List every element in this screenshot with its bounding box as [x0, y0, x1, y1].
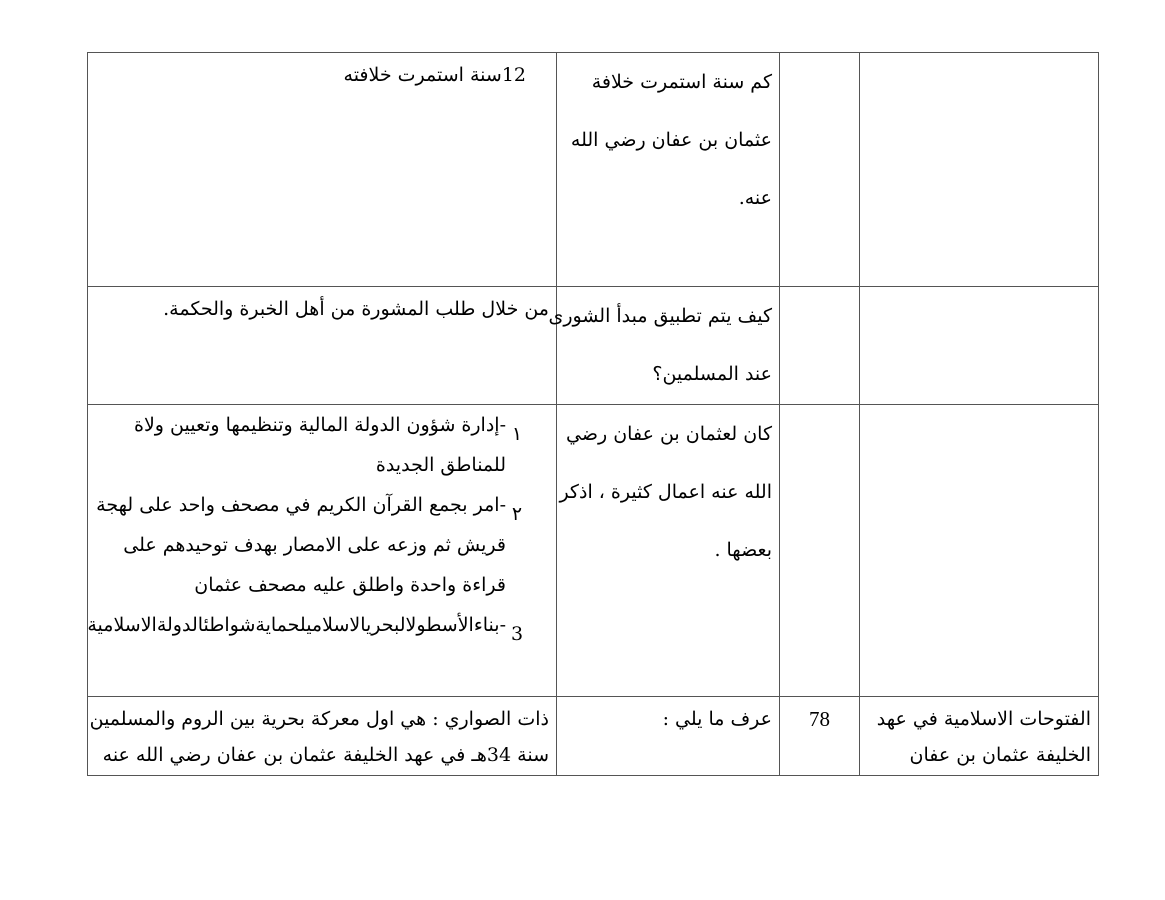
answer-line: سنة 34هـ في عهد الخليفة عثمان بن عفان رضي الله عنه	[102, 744, 549, 766]
table-row	[88, 405, 1099, 697]
answer-line: من خلال طلب المشورة من أهل الخبرة والحكمة.	[163, 298, 549, 320]
question-line: كم سنة استمرت خلافة	[591, 71, 772, 93]
lesson-cell	[860, 405, 1099, 697]
answer-line: 12سنة استمرت خلافته	[343, 64, 526, 86]
lesson-cell	[860, 287, 1099, 405]
answer-line: -إدارة شؤون الدولة المالية وتنظيمها وتعيين ولاة	[134, 414, 506, 436]
lesson-title-line: الخليفة عثمان بن عفان	[909, 744, 1091, 766]
page-number	[780, 53, 859, 57]
list-marker: ١	[511, 423, 523, 445]
page-number-cell	[780, 53, 860, 287]
page-number: 78	[809, 707, 830, 731]
page-number-cell	[780, 697, 860, 776]
list-marker: ٢	[511, 503, 523, 525]
answer-cell	[88, 697, 557, 776]
question-cell	[557, 405, 780, 697]
question-line: كان لعثمان بن عفان رضي	[566, 423, 772, 445]
question-line: عنه.	[738, 187, 772, 209]
page-number-cell	[780, 287, 860, 405]
question-line: بعضها .	[714, 539, 772, 561]
page-number	[780, 287, 859, 291]
question-line: عند المسلمين؟	[652, 363, 772, 385]
list-marker: 3	[510, 623, 524, 645]
answer-line: -امر بجمع القرآن الكريم في مصحف واحد على لهجة	[96, 494, 506, 516]
page-number-cell	[780, 405, 860, 697]
lesson-cell	[860, 697, 1099, 776]
question-cell	[557, 53, 780, 287]
answer-list-item	[98, 485, 526, 605]
answer-line: ذات الصواري : هي اول معركة بحرية بين الروم والمسلمين	[89, 708, 549, 730]
answer-list-item	[98, 405, 526, 485]
page-number	[780, 405, 859, 409]
answer-list-item	[87, 605, 526, 645]
question-line: عثمان بن عفان رضي الله	[570, 129, 772, 151]
answer-line: للمناطق الجديدة	[375, 454, 506, 476]
question-line: كيف يتم تطبيق مبدأ الشورى	[548, 305, 772, 327]
lesson-cell	[860, 53, 1099, 287]
answer-cell	[88, 405, 557, 697]
question-line: الله عنه اعمال كثيرة ، اذكر	[559, 481, 772, 503]
answer-line: قراءة واحدة واطلق عليه مصحف عثمان	[194, 574, 506, 596]
answer-line: -بناءالأسطولالبحريالاسلاميلحمايةشواطئالدولةالاسلامية	[87, 614, 506, 636]
question-line: عرف ما يلي :	[662, 708, 772, 730]
answer-line: قريش ثم وزعه على الامصار بهدف توحيدهم على	[123, 534, 506, 556]
table-row	[88, 287, 1099, 405]
answer-cell	[88, 53, 557, 287]
table-row	[88, 697, 1099, 776]
answer-cell	[88, 287, 557, 405]
lesson-table	[87, 52, 1099, 776]
question-cell	[548, 287, 780, 405]
table-row	[88, 53, 1099, 287]
question-cell	[557, 697, 780, 776]
lesson-title-line: الفتوحات الاسلامية في عهد	[876, 708, 1091, 730]
